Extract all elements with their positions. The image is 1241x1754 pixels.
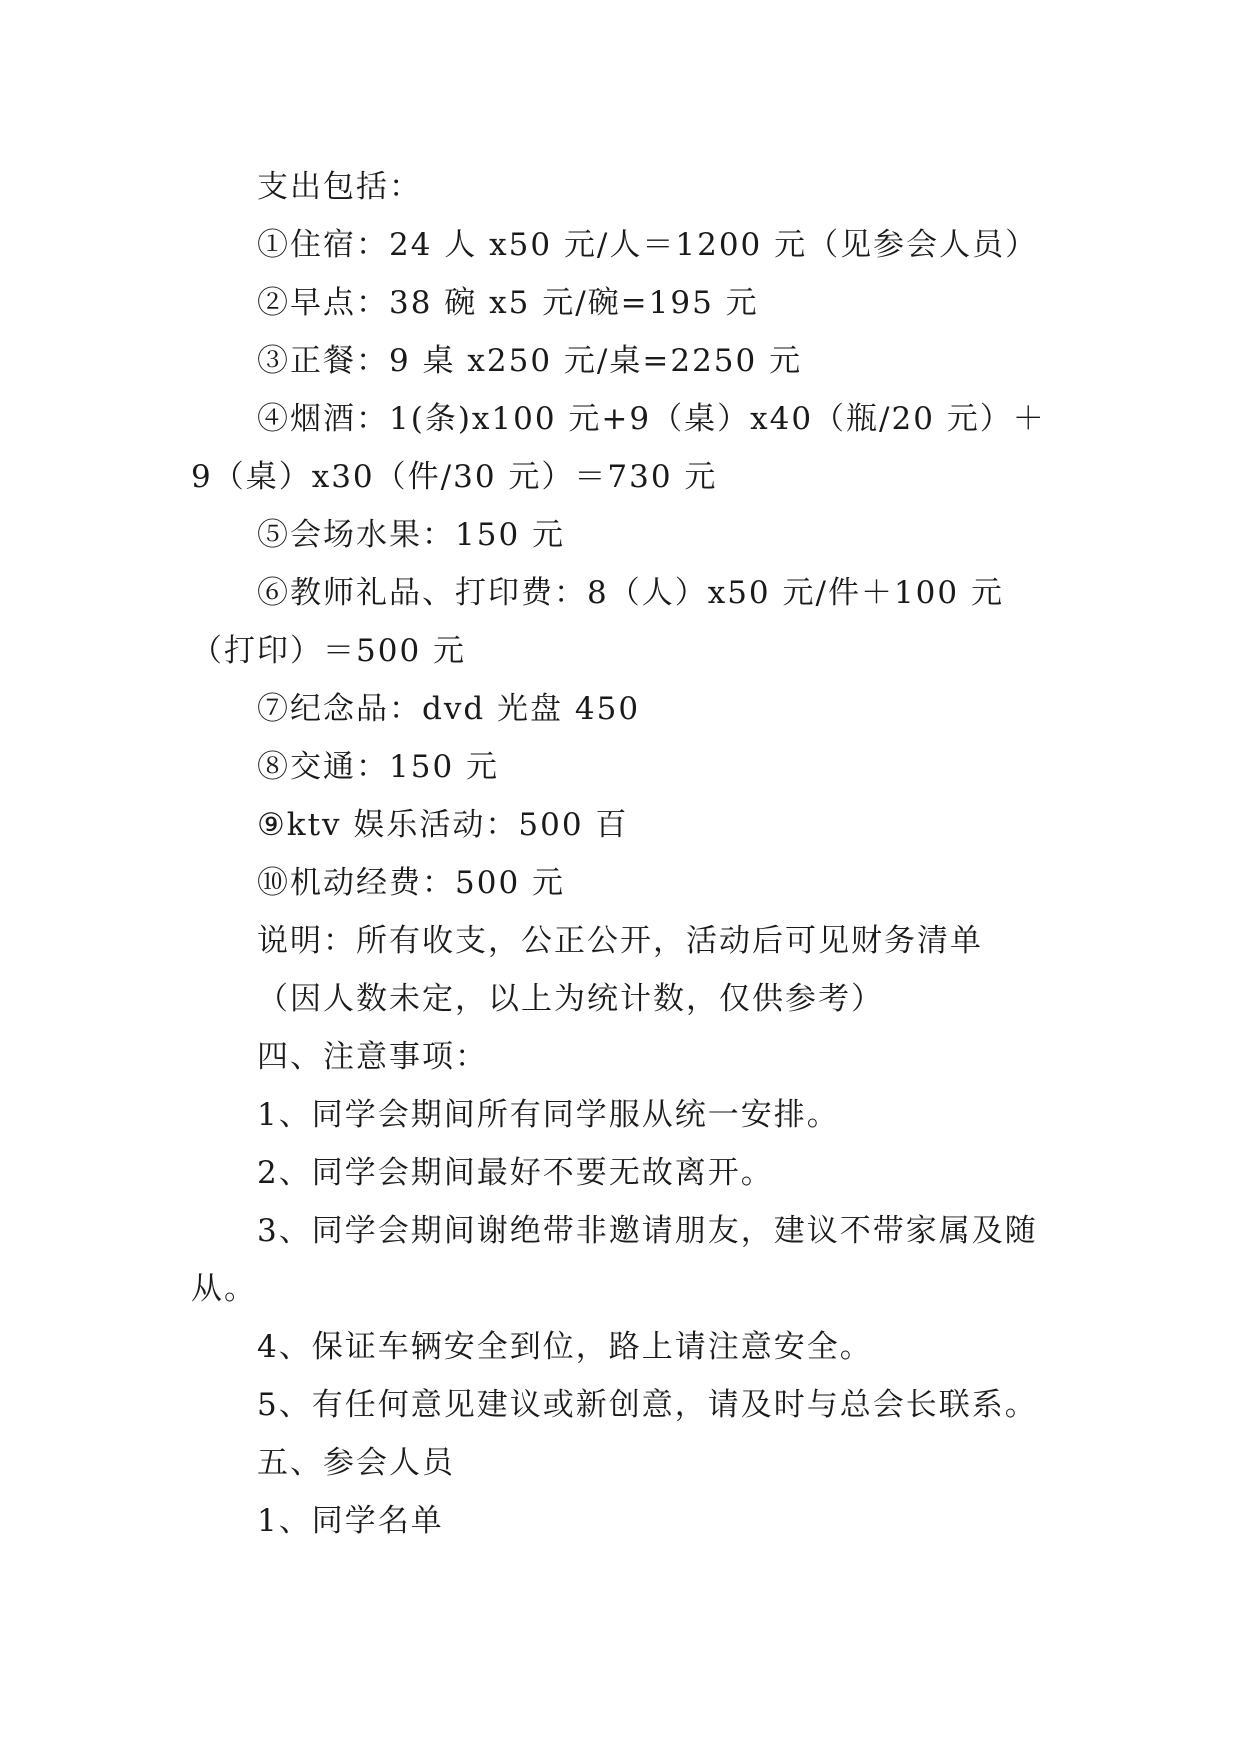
- expense-item-souvenir: ⑦纪念品：dvd 光盘 450: [257, 691, 641, 727]
- notice-item-3: 3、同学会期间谢绝带非邀请朋友，建议不带家属及随从。: [191, 1213, 1038, 1307]
- expense-item-ktv: ⑨ktv 娱乐活动：500 百: [257, 807, 629, 843]
- expense-item-fruit: ⑤会场水果：150 元: [257, 517, 566, 553]
- notice-item-5: 5、有任何意见建议或新创意，请及时与总会长联系。: [257, 1387, 1038, 1423]
- notice-item-2: 2、同学会期间最好不要无故离开。: [257, 1155, 774, 1191]
- attendee-list-heading: 1、同学名单: [257, 1503, 444, 1539]
- document-body: [191, 158, 1051, 1550]
- expense-item-contingency: ⑩机动经费：500 元: [257, 865, 566, 901]
- expense-item-transport: ⑧交通：150 元: [257, 749, 500, 785]
- expense-item-teacher-gifts: ⑥教师礼品、打印费：8（人）x50 元/件＋100 元（打印）＝500 元: [191, 575, 1004, 669]
- section-heading-attendees: 五、参会人员: [257, 1445, 455, 1481]
- expense-item-dinner: ③正餐：9 桌 x250 元/桌=2250 元: [257, 343, 803, 379]
- expense-item-lodging: ①住宿：24 人 x50 元/人＝1200 元（见参会人员）: [257, 227, 1039, 263]
- expense-item-breakfast: ②早点：38 碗 x5 元/碗=195 元: [257, 285, 759, 321]
- expense-disclaimer: （因人数未定，以上为统计数，仅供参考）: [257, 981, 884, 1017]
- expense-note: 说明：所有收支，公正公开，活动后可见财务清单: [257, 923, 983, 959]
- notice-item-4: 4、保证车辆安全到位，路上请注意安全。: [257, 1329, 873, 1365]
- notice-item-1: 1、同学会期间所有同学服从统一安排。: [257, 1097, 840, 1133]
- expense-heading: 支出包括：: [257, 169, 422, 205]
- section-heading-notes: 四、注意事项：: [257, 1039, 488, 1075]
- expense-item-tobacco-alcohol: ④烟酒：1(条)x100 元+9（桌）x40（瓶/20 元）＋9（桌）x30（件/30 元）＝730 元: [191, 401, 1046, 495]
